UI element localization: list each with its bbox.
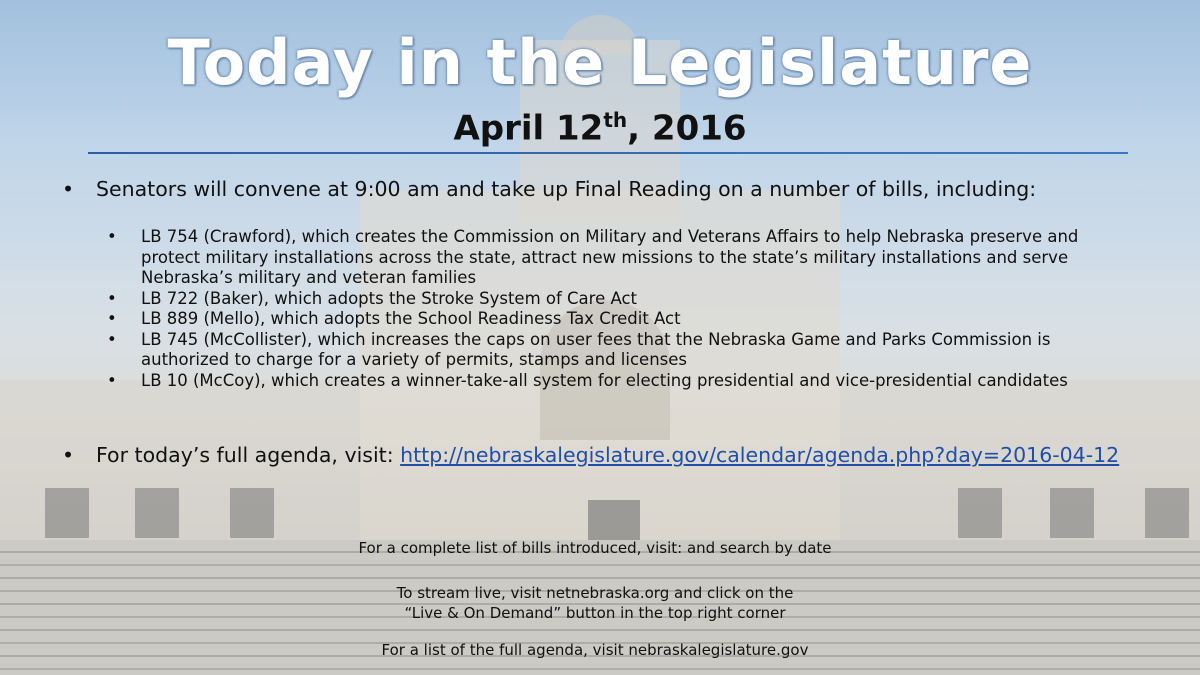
bullet-icon: • (62, 443, 75, 467)
date-year: , 2016 (627, 108, 747, 149)
date-ordinal: th (603, 108, 628, 132)
agenda-label: For today’s full agenda, visit: (96, 443, 401, 467)
agenda-text (96, 442, 1119, 468)
bullet-icon: • (62, 177, 75, 201)
bullet-icon: • (107, 370, 117, 390)
bill-text: LB 722 (Baker), which adopts the Stroke System of Care Act (141, 288, 638, 308)
bill-text: LB 745 (McCollister), which increases the caps on user fees that the Nebraska Game and Parks Commission is authorized to charge for a variety of permits, stamps and licenses (141, 329, 1051, 369)
list-item (107, 227, 1117, 289)
bill-text: LB 889 (Mello), which adopts the School Readiness Tax Credit Act (141, 309, 681, 328)
bill-list (107, 227, 1117, 391)
bullet-icon: • (107, 227, 117, 246)
bullet-icon: • (107, 309, 117, 328)
bill-text: LB 754 (Crawford), which creates the Commission on Military and Veterans Affairs to help Nebraska preserve and protect military installations across the state, attract new missions to the state’s military installations and serve Nebraska’s military and veteran families (141, 227, 1079, 287)
list-item (107, 371, 1117, 392)
title-divider (88, 152, 1128, 154)
bullet-icon: • (107, 288, 117, 308)
intro-text: Senators will convene at 9:00 am and take up Final Reading on a number of bills, including: (96, 177, 1037, 201)
date-month-day: April 12 (453, 108, 604, 149)
stream-note-line-1: To stream live, visit netnebraska.org and click on the (396, 584, 794, 602)
page-title: Today in the Legislature (167, 26, 1033, 99)
list-item (107, 289, 1117, 310)
list-item (107, 309, 1117, 330)
bill-text: LB 10 (McCoy), which creates a winner-take-all system for electing presidential and vice-presidential candidates (141, 370, 1068, 390)
bullet-icon: • (107, 329, 117, 349)
stream-note-line-2: “Live & On Demand” button in the top right corner (404, 604, 786, 622)
full-agenda-note: For a list of the full agenda, visit nebraskalegislature.gov (381, 641, 809, 659)
agenda-link[interactable]: http://nebraskalegislature.gov/calendar/agenda.php?day=2016-04-12 (400, 443, 1120, 467)
bills-introduced-note: For a complete list of bills introduced, visit: and search by date (358, 539, 832, 557)
date-heading (0, 108, 1200, 148)
list-item (107, 330, 1117, 371)
